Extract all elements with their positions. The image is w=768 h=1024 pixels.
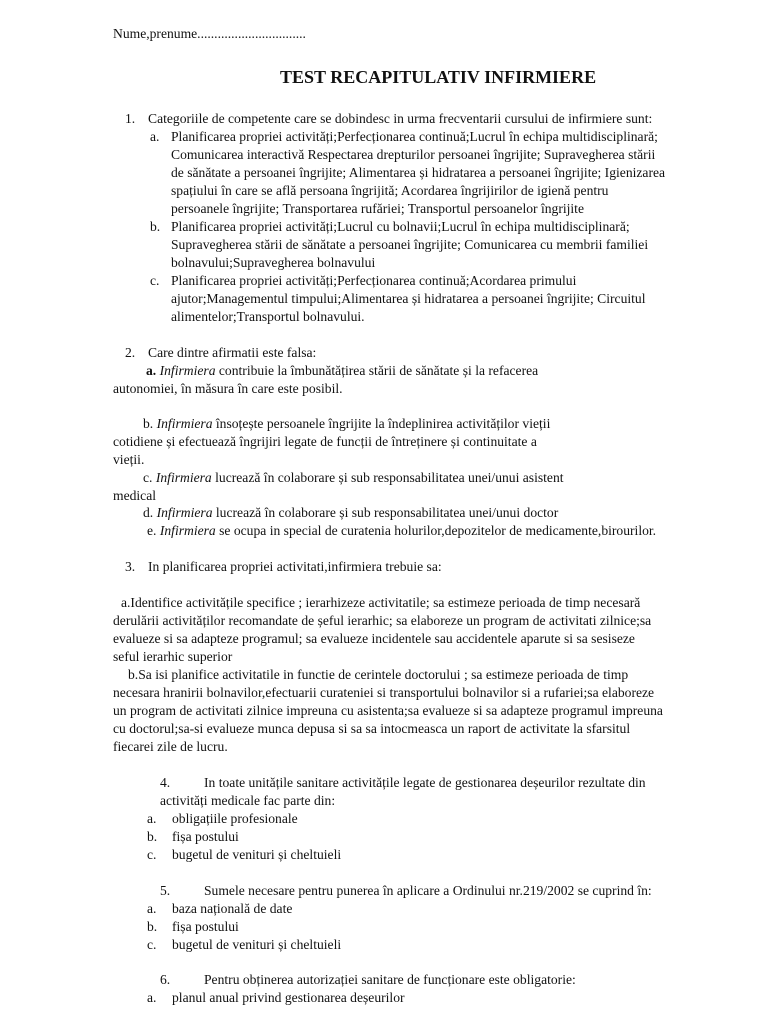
option-text: fișa postului [172, 829, 239, 844]
q3-a-line: derulării activităților recomandate de șeful ierarhic; sa elaboreze un program de activitati zilnice;sa [113, 613, 652, 628]
q1-b-line: Planificarea propriei activități;Lucrul cu bolnavii;Lucrul în echipa multidisciplinară; [171, 219, 630, 234]
q3-b-line: necesara hranirii bolnavilor,efectuarii curateniei si transportului bolnavilor si a rufariei;sa elaboreze [113, 685, 655, 700]
option-letter: b. [147, 919, 158, 934]
option-text: baza națională de date [172, 901, 293, 916]
q2-b-line2: cotidiene și efectuează îngrijiri legate de funcții de întreținere și continuitate a [113, 434, 537, 449]
q2-b-letter: b. [143, 416, 154, 431]
q2-e-term: Infirmiera [159, 523, 216, 538]
q1-a-line: persoanele îngrijite; Transportarea rufăriei; Transportul persoanelor îngrijite [171, 201, 584, 216]
q1-a-line: Comunicarea interactivă Respectarea drepturilor persoanei îngrijite; Supravegherea stării [171, 147, 656, 162]
q2-a-term: Infirmiera [159, 363, 216, 378]
q3-number: 3. [125, 559, 136, 574]
q1-a-line: Planificarea propriei activități;Perfecționarea continuă;Lucrul în echipa multidisciplinară; [171, 129, 658, 144]
name-field-line: Nume,prenume................................ [113, 26, 306, 41]
q1-number: 1. [125, 111, 136, 126]
q1-c-line: alimentelor;Transportul bolnavului. [171, 309, 365, 324]
q4-option-a [147, 810, 298, 828]
q1-b-letter: b. [150, 219, 161, 234]
q4-text: In toate unitățile sanitare activitățile legate de gestionarea deșeurilor rezultate din [204, 775, 646, 790]
q2-e-text: se ocupa in special de curatenia holurilor,depozitelor de medicamente,birourilor. [215, 523, 657, 538]
q2-b-term: Infirmiera [156, 416, 213, 431]
q5-number: 5. [160, 883, 171, 898]
q1-c-line: Planificarea propriei activități;Perfecționarea continuă;Acordarea primului [171, 273, 577, 288]
q3-a-line: seful ierarhic superior [113, 649, 233, 664]
option-letter: c. [147, 937, 157, 952]
option-text: fișa postului [172, 919, 239, 934]
q2-c-text: lucrează în colaborare și sub responsabilitatea unei/unui asistent [211, 470, 564, 485]
q3-b-line: b.Sa isi planifice activitatile in functie de cerintele doctorului ; sa estimeze perioada de timp [128, 667, 629, 682]
q3-b-line: un program de activitati zilnice impreuna cu asistenta;sa evalueze si sa adapteze programul impreuna [113, 703, 663, 718]
q1-text: Categoriile de competente care se dobindesc in urma frecventarii cursului de infirmiere sunt: [148, 111, 653, 126]
q3-b-line: cu doctorul;sa-si evalueze munca depusa si sa sa intocmeasca un raport de activitate la sfarsitul [113, 721, 631, 736]
q1-b-line: Supravegherea stării de sănătate a persoanei îngrijite; Comunicarea cu membrii familiei [171, 237, 649, 252]
q3-text: In planificarea propriei activitati,infirmiera trebuie sa: [148, 559, 442, 574]
q1-a-letter: a. [150, 129, 160, 144]
q4-text-line2: activități medicale fac parte din: [160, 793, 336, 808]
q2-c-term: Infirmiera [155, 470, 212, 485]
q6-option-a [147, 989, 405, 1007]
q2-b-text: însoțește persoanele îngrijite la îndeplinirea activităților vieții [212, 416, 551, 431]
q2-c-line [143, 469, 564, 487]
option-letter: a. [147, 901, 157, 916]
q4-option-c [147, 846, 341, 864]
q2-d-line [143, 504, 558, 522]
q2-a-letter: a. [146, 363, 157, 378]
option-letter: b. [147, 829, 158, 844]
q1-c-line: ajutor;Managementul timpului;Alimentarea și hidratarea a persoanei îngrijite; Circuitul [171, 291, 646, 306]
option-text: bugetul de venituri și cheltuieli [172, 937, 342, 952]
q4-number: 4. [160, 775, 171, 790]
option-letter: a. [147, 990, 157, 1005]
option-text: bugetul de venituri și cheltuieli [172, 847, 342, 862]
q2-a-text: contribuie la îmbunătățirea stării de sănătate și la refacerea [215, 363, 539, 378]
q2-number: 2. [125, 345, 136, 360]
q5-option-a [147, 900, 292, 918]
q1-a-line: spațiului în care se află persoana îngrijită; Acordarea îngrijirilor de igienă pentru [171, 183, 609, 198]
q2-a-line2: autonomiei, în măsura în care este posibil. [113, 381, 343, 396]
q2-d-letter: d. [143, 505, 154, 520]
q2-a-line [146, 362, 538, 380]
q3-a-line: a.Identifice activitățile specifice ; ierarhizeze activitatile; sa estimeze perioada de timp necesară [121, 595, 641, 610]
q5-option-b [147, 918, 239, 936]
option-letter: a. [147, 811, 157, 826]
option-text: obligațiile profesionale [172, 811, 298, 826]
q4-option-b [147, 828, 239, 846]
q2-c-line2: medical [113, 488, 157, 503]
q2-text: Care dintre afirmatii este falsa: [148, 345, 317, 360]
q3-a-line: evalueze si sa adapteze programul; sa evalueze incidentele sau accidentele aparute si sa sesiseze [113, 631, 635, 646]
q2-d-text: lucrează în colaborare și sub responsabilitatea unei/unui doctor [212, 505, 559, 520]
q6-number: 6. [160, 972, 171, 987]
q2-b-line [143, 415, 550, 433]
q2-c-letter: c. [143, 470, 153, 485]
q2-b-line3: vieții. [113, 452, 145, 467]
option-letter: c. [147, 847, 157, 862]
q3-b-line: fiecarei zile de lucru. [113, 739, 228, 754]
q2-e-line [147, 522, 656, 540]
q1-c-letter: c. [150, 273, 160, 288]
document-title: TEST RECAPITULATIV INFIRMIERE [280, 67, 597, 87]
q1-a-line: de sănătate a persoanei îngrijite; Alimentarea și hidratarea a persoanei îngrijite; Igienizarea [171, 165, 666, 180]
q2-d-term: Infirmiera [156, 505, 213, 520]
option-text: planul anual privind gestionarea deșeurilor [172, 990, 405, 1005]
q1-b-line: bolnavului;Supravegherea bolnavului [171, 255, 376, 270]
q2-e-letter: e. [147, 523, 157, 538]
q6-text: Pentru obținerea autorizației sanitare de funcționare este obligatorie: [204, 972, 576, 987]
q5-option-c [147, 936, 341, 954]
q5-text: Sumele necesare pentru punerea în aplicare a Ordinului nr.219/2002 se cuprind în: [204, 883, 652, 898]
